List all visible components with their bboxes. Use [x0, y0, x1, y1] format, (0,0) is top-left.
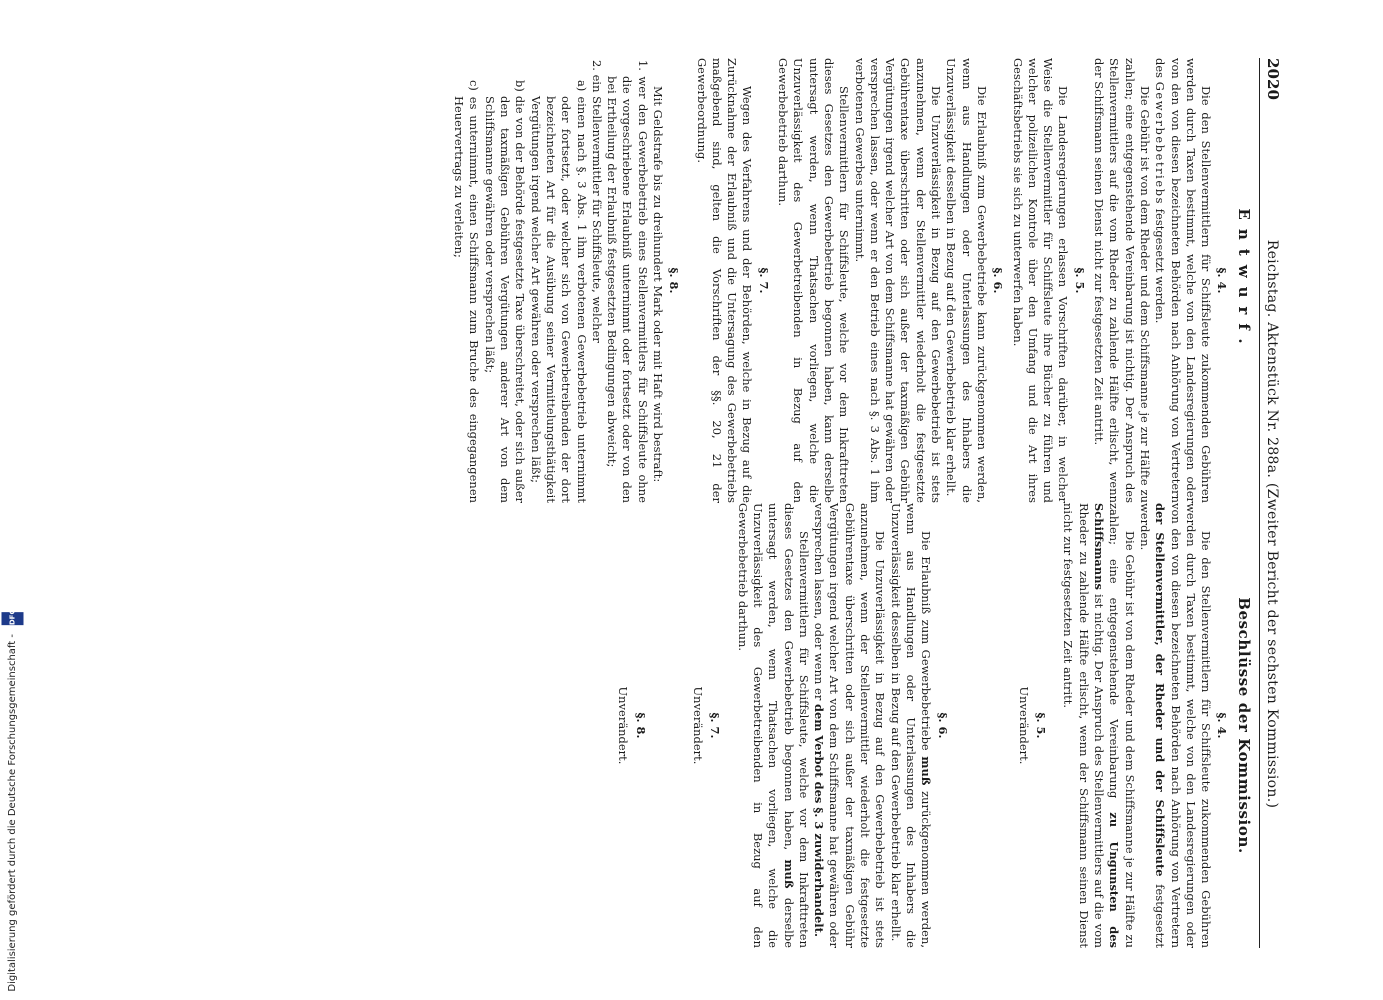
resolution-section-5-heading: §. 5.	[1034, 712, 1049, 739]
draft-section-4-para-2: Die Gebühr ist von dem Rheder und dem Schiffsmanne je zur Hälfte zu zahlen; eine entgegenstehende Vereinbarung ist nichtig. Der Anspruch des Stellenvermittlers auf die vom Rheder zu zahlende Hälfte erlischt, wenn der Schiffsmann seinen Dienst nicht zur festgesetzten Zeit antritt.	[1092, 58, 1152, 503]
draft-section-6-heading: §. 6.	[991, 267, 1006, 294]
resolution-section-6-para-2: Die Unzuverlässigkeit in Bezug auf den Gewerbebetrieb ist stets anzunehmen, wenn der Stellenvermittler wiederholt die festgesetzte Gebührentaxe überschritten oder sich außer der taxmäßigen Gebühr Vergütungen irgend welcher Art von dem Schiffsmanne hat gewähren oder versprechen lassen, oder wenn er dem Verbot des §. 3 zuwiderhandelt.	[812, 503, 888, 948]
draft-section-8-heading: §. 8.	[667, 267, 682, 294]
column-title-draft: Entwurf.	[1234, 208, 1253, 353]
dfg-logo: DFG	[2, 613, 24, 626]
resolution-section-8-heading: §. 8.	[633, 712, 648, 739]
draft-section-6-para-1: Die Erlaubniß zum Gewerbebetriebe kann zurückgenommen werden, wenn aus Handlungen oder Unterlassungen des Inhabers die Unzuverlässigkeit desselben in Bezug auf den Gewerbebetrieb klar erhellt.	[944, 58, 989, 503]
column-title-resolutions: Beschlüsse der Kommission.	[1234, 597, 1253, 854]
draft-section-6-para-2: Die Unzuverlässigkeit in Bezug auf den Gewerbebetrieb ist stets anzunehmen, wenn der Stellenvermittler wiederholt die festgesetzte Gebührentaxe überschritten oder sich außer der taxmäßigen Gebühr Vergütungen irgend welcher Art von dem Schiffsmanne hat gewähren oder versprechen lassen, oder wenn er den Betrieb eines nach §. 3 Abs. 1 ihm verbotenen Gewerbes unternimmt.	[852, 58, 944, 503]
draft-section-7-heading: §. 7.	[756, 267, 771, 294]
resolution-section-6-para-3: Stellenvermittlern für Schiffsleute, welche vor dem Inkrafttreten dieses Gesetzes den Gewerbebetrieb begonnen haben, muß derselbe untersagt werden, wenn Thatsachen vorliegen, welche die Unzuverlässigkeit des Gewerbetreibenden in Bezug auf den Gewerbebetrieb darthun.	[735, 503, 811, 948]
draft-section-8-item-2c: c) es unternimmt, einen Schiffsmann zum Bruche des eingegangenen Heuervertrags zu verleiten;	[452, 80, 482, 503]
draft-section-4-para-1: Die den Stellenvermittlern für Schiffsleute zukommenden Gebühren werden durch Taxen bestimmt, welche von den Landesregierungen oder von den von diesen bezeichneten Behörden nach Anhörung von Vertretern des Gewerbebetriebs festgesetzt werden.	[1153, 58, 1214, 503]
draft-section-8-item-2: 2. ein Stellenvermittler für Schiffsleute, welcher	[589, 60, 604, 343]
resolution-section-7-heading: §. 7.	[708, 712, 723, 739]
draft-section-8-item-1: 1. wer den Gewerbebetrieb eines Stellenvermittlers für Schiffsleute ohne die vorgeschriebene Erlaubniß unternimmt oder fortsetzt oder von den bei Ertheilung der Erlaubniß festgesetzten Bedingungen abweicht;	[605, 60, 650, 503]
draft-section-8-item-2a: a) einen nach §. 3 Abs. 1 ihm verbotenen Gewerbebetrieb unternimmt oder fortsetzt, oder welcher sich von Gewerbetreibenden der dort bezeichneten Art für die Ausübung seiner Vermittelungsthätigkeit Vergütungen irgend welcher Art gewähren oder versprechen läßt;	[528, 80, 589, 503]
draft-section-8-item-2b: b) die von der Behörde festgesetzte Taxe überschreitet, oder sich außer den taxmäßigen Gebühren Vergütungen anderer Art von dem Schiffsmanne gewähren oder versprechen läßt;	[482, 80, 528, 503]
resolution-section-7-unchanged: Unverändert.	[691, 686, 706, 765]
resolution-section-4-heading: §. 4.	[1215, 712, 1230, 739]
resolution-section-6-heading: §. 6.	[935, 712, 950, 739]
resolution-section-4-para-2: Die Gebühr ist von dem Rheder und dem Schiffsmanne je zur Hälfte zu zahlen; eine entgegenstehende Vereinbarung zu Ungunsten des Schiffsmanns ist nichtig. Der Anspruch des Stellenvermittlers auf die vom Rheder zu zahlende Hälfte erlischt, wenn der Schiffsmann seinen Dienst nicht zur festgesetzten Zeit antritt.	[1061, 503, 1137, 948]
page-header	[1259, 58, 1280, 948]
resolution-section-4-para-1: Die den Stellenvermittlern für Schiffsleute zukommenden Gebühren werden durch Taxen bestimmt, welche von den Landesregierungen oder von den von diesen bezeichneten Behörden nach Anhörung von Vertretern der Stellenvermittler, der Rheder und der Schiffsleute festgesetzt werden.	[1137, 503, 1214, 948]
digitization-credit	[6, 608, 19, 992]
column-draft	[451, 58, 1255, 503]
column-resolutions	[451, 503, 1255, 948]
page-number: 2020	[1264, 58, 1282, 100]
running-title: Reichstag. Aktenstück Nr. 288a. (Zweiter Bericht der sechsten Kommission.)	[1264, 239, 1280, 809]
resolution-section-6-para-1: Die Erlaubniß zum Gewerbebetriebe muß zurückgenommen werden, wenn aus Handlungen oder Unterlassungen des Inhabers die Unzuverlässigkeit desselben in Bezug auf den Gewerbebetrieb klar erhellt.	[888, 503, 934, 949]
resolution-section-8-unchanged: Unverändert.	[616, 686, 631, 765]
credit-text: Digitalisierung gefördert durch die Deutsche Forschungsgemeinschaft -	[7, 634, 18, 992]
resolution-section-5-unchanged: Unverändert.	[1016, 686, 1031, 765]
draft-section-5-heading: §. 5.	[1072, 267, 1087, 294]
draft-section-7-para-1: Wegen des Verfahrens und der Behörden, welche in Bezug auf die Zurücknahme der Erlaubniß und die Untersagung des Gewerbebetriebs maßgebend sind, gelten die Vorschriften der §§. 20, 21 der Gewerbeordnung.	[694, 58, 755, 503]
draft-section-4-heading: §. 4.	[1215, 267, 1230, 294]
draft-section-5-para-1: Die Landesregierungen erlassen Vorschriften darüber, in welcher Weise die Stellenvermittler für Schiffsleute ihre Bücher zu führen und welcher polizeilichen Kontrole über den Umfang und die Art ihres Geschäftsbetriebs sie sich zu unterwerfen haben.	[1010, 58, 1071, 503]
two-column-body	[451, 58, 1255, 948]
draft-section-8-intro: Mit Geldstrafe bis zu dreihundert Mark oder mit Haft wird bestraft:	[651, 86, 666, 483]
draft-section-6-para-3: Stellenvermittlern für Schiffsleute, welche vor dem Inkrafttreten dieses Gesetzes den Gewerbebetrieb begonnen haben, kann derselbe untersagt werden, wenn Thatsachen vorliegen, welche die Unzuverlässigkeit des Gewerbetreibenden in Bezug auf den Gewerbebetrieb darthun.	[776, 58, 852, 503]
